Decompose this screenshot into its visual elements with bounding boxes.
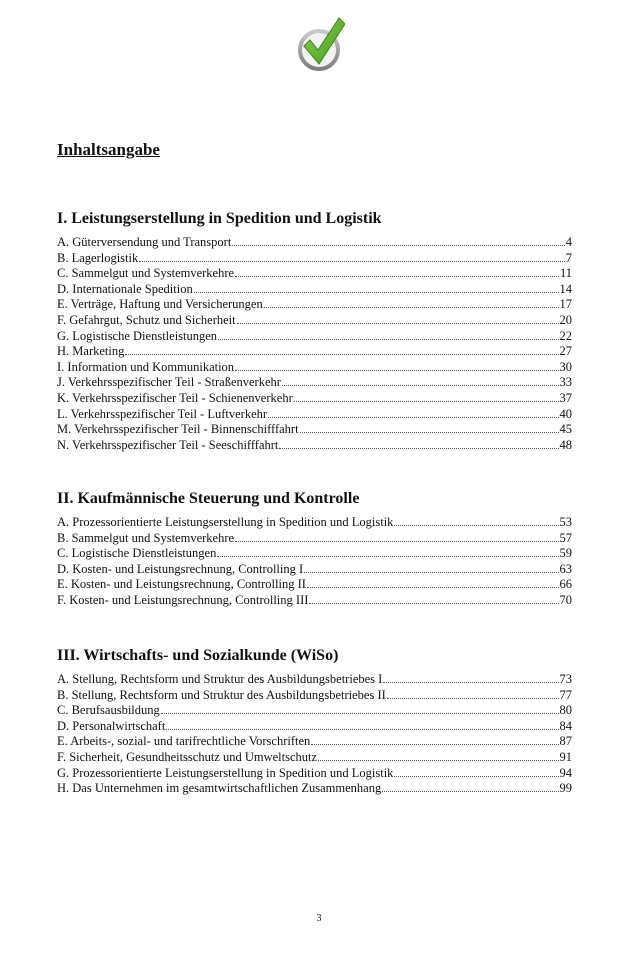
- toc-entry: [57, 235, 572, 251]
- toc-entry-label: H. Marketing: [57, 344, 125, 359]
- toc-entry-page: 40: [559, 406, 572, 421]
- toc-entry: [57, 750, 572, 766]
- dot-leader: [235, 276, 559, 277]
- toc-entry: [57, 360, 572, 376]
- toc-entry: [57, 562, 572, 578]
- dot-leader: [237, 323, 559, 324]
- dot-leader: [264, 307, 559, 308]
- toc-entry-page: 4: [565, 235, 572, 249]
- toc-entry-label: B. Stellung, Rechtsform und Struktur des Ausbildungsbetriebes II: [57, 687, 386, 702]
- dot-leader: [268, 417, 558, 418]
- dot-leader: [307, 587, 559, 588]
- toc-entry: [57, 688, 572, 704]
- toc-entry-page: 59: [559, 546, 572, 561]
- toc-entry: [57, 546, 572, 562]
- toc-entry-page: 87: [559, 734, 572, 749]
- toc-entry-label: E. Kosten- und Leistungsrechnung, Controlling II: [57, 577, 306, 592]
- toc-entry-page: 77: [559, 687, 572, 702]
- dot-leader: [318, 760, 558, 761]
- toc-entry-label: C. Logistische Dienstleistungen: [57, 546, 217, 561]
- toc-entry-page: 30: [559, 359, 572, 374]
- toc-entry-label: E. Verträge, Haftung und Versicherungen: [57, 297, 263, 312]
- toc-entry-label: G. Prozessorientierte Leistungserstellung in Spedition und Logistik: [57, 765, 394, 780]
- dot-leader: [125, 354, 558, 355]
- toc-entry-page: 53: [559, 515, 572, 529]
- toc-entry-label: D. Kosten- und Leistungsrechnung, Controlling I: [57, 561, 304, 576]
- toc-entry: [57, 266, 572, 282]
- toc-entry-label: D. Personalwirtschaft: [57, 718, 166, 733]
- toc-entry-page: 22: [559, 328, 572, 343]
- page-number: 3: [316, 913, 322, 924]
- toc-entry-page: 7: [565, 250, 572, 265]
- dot-leader: [235, 370, 558, 371]
- toc-entry-page: 11: [559, 266, 572, 281]
- dot-leader: [166, 729, 558, 730]
- toc-entry-label: C. Berufsausbildung: [57, 703, 160, 718]
- toc-entry: [57, 251, 572, 267]
- dot-leader: [217, 556, 558, 557]
- toc-entry-page: 91: [559, 749, 572, 764]
- toc-entry-label: F. Sicherheit, Gesundheitsschutz und Umweltschutz: [57, 749, 318, 764]
- toc-entry-label: N. Verkehrsspezifischer Teil - Seeschifffahrt: [57, 437, 279, 452]
- toc-entry-label: D. Internationale Spedition: [57, 281, 193, 296]
- dot-leader: [139, 261, 565, 262]
- toc-entry-page: 17: [559, 297, 572, 312]
- toc-entry-label: A. Stellung, Rechtsform und Struktur des Ausbildungsbetriebes I: [57, 672, 383, 686]
- dot-leader: [294, 401, 559, 402]
- toc-entry: [57, 577, 572, 593]
- toc-entry-label: K. Verkehrsspezifischer Teil - Schienenverkehr: [57, 390, 293, 405]
- dot-leader: [232, 245, 564, 246]
- toc-entry-label: M. Verkehrsspezifischer Teil - Binnenschifffahrt: [57, 422, 299, 437]
- toc-entry: [57, 734, 572, 750]
- toc-entry-label: F. Gefahrgut, Schutz und Sicherheit: [57, 312, 236, 327]
- toc-entry-page: 27: [559, 344, 572, 359]
- toc-entry-page: 84: [559, 718, 572, 733]
- toc-entry: [57, 407, 572, 423]
- toc-entry: [57, 329, 572, 345]
- toc-entry: [57, 282, 572, 298]
- toc-entry-page: 94: [559, 765, 572, 780]
- dot-leader: [383, 682, 558, 683]
- toc-entry-label: C. Sammelgut und Systemverkehre: [57, 266, 235, 281]
- section-heading: II. Kaufmännische Steuerung und Kontrolle: [57, 490, 360, 507]
- dot-leader: [279, 448, 558, 449]
- toc-entry: [57, 344, 572, 360]
- toc-entry-label: B. Lagerlogistik: [57, 250, 139, 265]
- toc-entry: [57, 719, 572, 735]
- toc-section-3: [57, 646, 572, 797]
- toc-entry: [57, 672, 572, 688]
- toc-entry-page: 14: [559, 281, 572, 296]
- toc-entry-label: E. Arbeits-, sozial- und tarifrechtliche Vorschriften: [57, 734, 311, 749]
- toc-entry: [57, 438, 572, 454]
- toc-entry: [57, 297, 572, 313]
- toc-entry-page: 57: [559, 530, 572, 545]
- toc-entry-label: F. Kosten- und Leistungsrechnung, Controlling III: [57, 592, 309, 607]
- toc-entry: [57, 515, 572, 531]
- dot-leader: [300, 432, 559, 433]
- toc-entry-label: I. Information und Kommunikation: [57, 359, 235, 374]
- toc-entry-page: 70: [559, 592, 572, 607]
- toc-entry-page: 45: [559, 422, 572, 437]
- dot-leader: [304, 572, 558, 573]
- toc-entry-label: H. Das Unternehmen im gesamtwirtschaftlichen Zusammenhang: [57, 781, 382, 796]
- green-checkmark-icon: [295, 12, 345, 74]
- toc-entry-page: 20: [559, 312, 572, 327]
- toc-entry-page: 48: [559, 437, 572, 452]
- toc-entry-page: 80: [559, 703, 572, 718]
- dot-leader: [387, 698, 559, 699]
- dot-leader: [309, 603, 558, 604]
- toc-entry-page: 63: [559, 561, 572, 576]
- toc-entry: [57, 531, 572, 547]
- toc-entry-page: 33: [559, 375, 572, 390]
- page-title: Inhaltsangabe: [57, 140, 160, 159]
- toc-entry: [57, 391, 572, 407]
- toc-entry: [57, 593, 572, 609]
- toc-entry-label: A. Prozessorientierte Leistungserstellung in Spedition und Logistik: [57, 515, 394, 529]
- toc-entry-label: G. Logistische Dienstleistungen: [57, 328, 218, 343]
- section-heading: III. Wirtschafts- und Sozialkunde (WiSo): [57, 647, 339, 664]
- dot-leader: [218, 339, 558, 340]
- toc-entry-page: 66: [559, 577, 572, 592]
- dot-leader: [394, 776, 558, 777]
- toc-entry-page: 73: [559, 672, 572, 686]
- toc-entry-label: A. Güterversendung und Transport: [57, 235, 232, 249]
- dot-leader: [235, 541, 558, 542]
- toc-entry-label: L. Verkehrsspezifischer Teil - Luftverkehr: [57, 406, 268, 421]
- dot-leader: [282, 385, 559, 386]
- toc-entry: [57, 422, 572, 438]
- dot-leader: [161, 713, 559, 714]
- toc-entry: [57, 766, 572, 782]
- toc-entry: [57, 703, 572, 719]
- toc-entry-page: 37: [559, 390, 572, 405]
- section-heading: I. Leistungserstellung in Spedition und Logistik: [57, 210, 382, 227]
- toc-section-1: [57, 209, 572, 453]
- toc-entry-label: J. Verkehrsspezifischer Teil - Straßenverkehr: [57, 375, 281, 390]
- toc-section-2: [57, 489, 572, 609]
- dot-leader: [382, 791, 558, 792]
- toc-entry-page: 99: [559, 781, 572, 796]
- toc-entry: [57, 781, 572, 797]
- dot-leader: [311, 744, 558, 745]
- toc-entry-label: B. Sammelgut und Systemverkehre: [57, 530, 235, 545]
- toc-entry: [57, 313, 572, 329]
- dot-leader: [194, 292, 559, 293]
- dot-leader: [394, 525, 558, 526]
- toc-entry: [57, 375, 572, 391]
